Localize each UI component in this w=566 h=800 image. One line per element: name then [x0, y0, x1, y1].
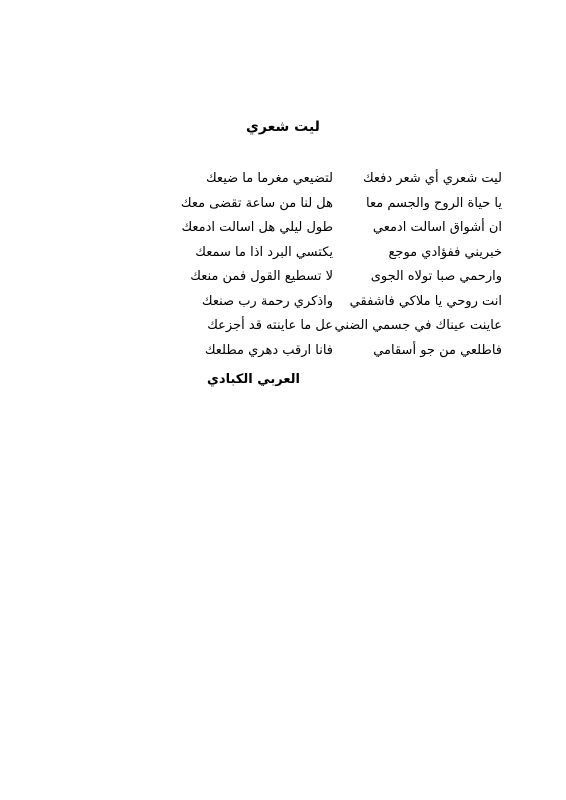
verse-5-second-hemistich: لا تسطيع القول فمن منعك: [190, 269, 333, 284]
verse-5-first-hemistich: وارحمي صبا تولاه الجوى: [370, 269, 502, 284]
verse-5: [170, 268, 502, 293]
verse-3-second-hemistich: طول ليلي هل اسالت ادمعك: [181, 220, 333, 235]
poem-verses: [170, 170, 502, 366]
verse-7-first-hemistich: عاينت عيناك في جسمي الضني: [334, 318, 502, 333]
verse-1-second-hemistich: لتضيعي مغرما ما ضيعك: [205, 171, 333, 186]
verse-6-first-hemistich: انت روحي يا ملاكي فاشفقي: [349, 293, 502, 309]
verse-7-second-hemistich: عل ما عاينته قد أجزعك: [207, 318, 333, 333]
verse-1-first-hemistich: ليت شعري أي شعر دفعك: [362, 171, 502, 186]
verse-4: [170, 244, 502, 269]
verse-8-first-hemistich: فاطلعي من جو أسقامي: [373, 342, 502, 358]
poem-author: العربي الكبادي: [207, 372, 300, 387]
verse-1: [170, 170, 502, 195]
verse-3: [170, 219, 502, 244]
poem-title: ليت شعري: [246, 119, 320, 135]
verse-4-first-hemistich: خبريني ففؤادي موجع: [388, 244, 502, 260]
verse-6-second-hemistich: واذكري رحمة رب صنعك: [201, 293, 333, 309]
verse-7: [170, 317, 502, 342]
verse-4-second-hemistich: يكتسي البرد اذا ما سمعك: [195, 244, 333, 260]
verse-3-first-hemistich: ان أشواق اسالت ادمعي: [372, 220, 502, 235]
verse-8-second-hemistich: فانا ارقب دهري مطلعك: [204, 342, 333, 358]
verse-8: [170, 342, 502, 367]
verse-2-first-hemistich: يا حياة الروح والجسم معا: [366, 195, 502, 211]
verse-2: [170, 195, 502, 220]
verse-2-second-hemistich: هل لنا من ساعة تقضى معك: [180, 195, 333, 211]
verse-6: [170, 293, 502, 318]
